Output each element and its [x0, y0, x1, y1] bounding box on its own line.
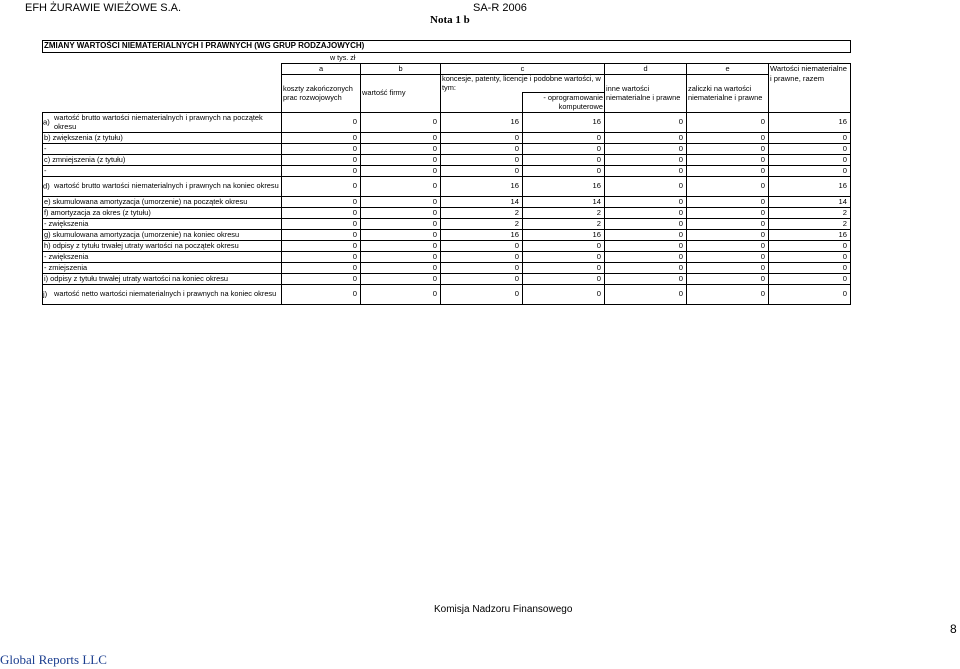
cell-value: 0	[282, 219, 361, 230]
cell-value: 0	[605, 208, 687, 219]
row-label-text: wartość brutto wartości niematerialnych i prawnych na koniec okresu	[54, 181, 279, 191]
row-label: - zwiększenia	[43, 219, 282, 230]
cell-value: 2	[769, 208, 851, 219]
cell-value: 0	[769, 285, 851, 305]
row-letter: d)	[43, 181, 50, 191]
cell-value: 0	[441, 285, 523, 305]
cell-value: 0	[687, 155, 769, 166]
cell-value: 0	[605, 144, 687, 155]
cell-value: 0	[282, 133, 361, 144]
cell-value: 0	[523, 252, 605, 263]
cell-value: 0	[361, 197, 441, 208]
cell-value: 0	[282, 263, 361, 274]
column-header-total: Wartości niematerialne i prawne, razem	[769, 64, 851, 113]
column-header-e: zaliczki na wartości niematerialne i prawne	[687, 75, 769, 113]
row-label: b) zwiększenia (z tytułu)	[43, 133, 282, 144]
cell-value: 16	[441, 177, 523, 197]
cell-value: 0	[769, 166, 851, 177]
cell-value: 0	[361, 155, 441, 166]
unit-label: w tys. zł	[329, 52, 356, 62]
cell-value: 0	[687, 252, 769, 263]
table-row	[43, 133, 851, 144]
row-label	[43, 285, 282, 305]
table-row	[43, 274, 851, 285]
cell-value: 0	[605, 230, 687, 241]
table-row	[43, 197, 851, 208]
cell-value: 0	[605, 252, 687, 263]
cell-value: 0	[769, 155, 851, 166]
cell-value: 0	[687, 177, 769, 197]
cell-value: 0	[361, 144, 441, 155]
cell-value: 0	[687, 197, 769, 208]
cell-value: 0	[441, 263, 523, 274]
table-row	[43, 144, 851, 155]
row-label: f) amortyzacja za okres (z tytułu)	[43, 208, 282, 219]
table-row	[43, 230, 851, 241]
cell-value: 0	[769, 274, 851, 285]
column-letter-e: e	[687, 64, 769, 75]
table-row	[43, 252, 851, 263]
cell-value: 0	[523, 263, 605, 274]
cell-value: 0	[441, 155, 523, 166]
column-letter-d: d	[605, 64, 687, 75]
cell-value: 0	[769, 133, 851, 144]
cell-value: 0	[687, 133, 769, 144]
cell-value: 0	[769, 144, 851, 155]
table-row	[43, 285, 851, 305]
cell-value: 0	[687, 166, 769, 177]
cell-value: 0	[523, 155, 605, 166]
cell-value: 0	[769, 252, 851, 263]
row-label: i) odpisy z tytułu trwałej utraty wartości na koniec okresu	[43, 274, 282, 285]
cell-value: 0	[687, 144, 769, 155]
cell-value: 0	[282, 252, 361, 263]
cell-value: 0	[282, 166, 361, 177]
cell-value: 0	[282, 113, 361, 133]
cell-value: 0	[605, 133, 687, 144]
table-row	[43, 241, 851, 252]
table-row	[43, 166, 851, 177]
row-letter: a)	[43, 117, 50, 127]
column-header-d: inne wartości niematerialne i prawne	[605, 75, 687, 113]
cell-value: 0	[282, 144, 361, 155]
cell-value: 0	[282, 208, 361, 219]
column-header-c-sub: - oprogramowanie komputerowe	[523, 93, 605, 113]
cell-value: 0	[687, 219, 769, 230]
report-code: SA-R 2006	[473, 2, 527, 14]
cell-value: 0	[687, 274, 769, 285]
cell-value: 0	[361, 113, 441, 133]
cell-value: 0	[687, 230, 769, 241]
brand-label: Global Reports LLC	[0, 652, 107, 667]
table-row	[43, 208, 851, 219]
cell-value: 16	[523, 177, 605, 197]
cell-value: 2	[523, 208, 605, 219]
cell-value: 0	[282, 177, 361, 197]
row-label: -	[43, 144, 282, 155]
row-label-text: wartość brutto wartości niematerialnych i prawnych na początek okresu	[54, 113, 263, 131]
row-label	[43, 113, 282, 133]
cell-value: 0	[361, 166, 441, 177]
cell-value: 0	[441, 274, 523, 285]
column-letter-a: a	[282, 64, 361, 75]
cell-value: 2	[441, 208, 523, 219]
cell-value: 14	[523, 197, 605, 208]
company-name: EFH ŻURAWIE WIEŻOWE S.A.	[25, 2, 182, 14]
cell-value: 0	[282, 241, 361, 252]
page-number: 8	[950, 622, 957, 636]
cell-value: 0	[361, 219, 441, 230]
row-label: c) zmniejszenia (z tytułu)	[43, 155, 282, 166]
row-label: - zmiejszenia	[43, 263, 282, 274]
row-label: -	[43, 166, 282, 177]
row-label: e) skumulowana amortyzacja (umorzenie) na początek okresu	[43, 197, 282, 208]
cell-value: 0	[687, 263, 769, 274]
cell-value: 0	[523, 285, 605, 305]
cell-value: 0	[523, 166, 605, 177]
note-title: Nota 1 b	[430, 14, 470, 26]
cell-value: 0	[361, 133, 441, 144]
table-row	[43, 177, 851, 197]
cell-value: 0	[282, 285, 361, 305]
row-label: - zwiększenia	[43, 252, 282, 263]
cell-value: 16	[441, 230, 523, 241]
table-row	[43, 155, 851, 166]
cell-value: 0	[605, 219, 687, 230]
row-label	[43, 177, 282, 197]
cell-value: 0	[441, 133, 523, 144]
intangible-assets-table	[42, 40, 851, 305]
table-row	[43, 219, 851, 230]
row-label: h) odpisy z tytułu trwałej utraty wartości na początek okresu	[43, 241, 282, 252]
cell-value: 16	[769, 230, 851, 241]
commission-label: Komisja Nadzoru Finansowego	[434, 604, 573, 615]
cell-value: 0	[605, 285, 687, 305]
cell-value: 0	[282, 274, 361, 285]
cell-value: 14	[769, 197, 851, 208]
cell-value: 0	[361, 285, 441, 305]
table-row	[43, 113, 851, 133]
cell-value: 14	[441, 197, 523, 208]
cell-value: 0	[605, 241, 687, 252]
cell-value: 0	[687, 113, 769, 133]
cell-value: 0	[605, 166, 687, 177]
cell-value: 0	[687, 208, 769, 219]
cell-value: 2	[769, 219, 851, 230]
cell-value: 16	[441, 113, 523, 133]
cell-value: 0	[605, 177, 687, 197]
cell-value: 0	[687, 241, 769, 252]
cell-value: 16	[769, 113, 851, 133]
cell-value: 0	[605, 113, 687, 133]
column-header-b: wartość firmy	[361, 75, 441, 113]
cell-value: 2	[523, 219, 605, 230]
column-letter-c: c	[441, 64, 605, 75]
cell-value: 0	[282, 230, 361, 241]
cell-value: 0	[769, 263, 851, 274]
cell-value: 0	[361, 241, 441, 252]
cell-value: 16	[769, 177, 851, 197]
row-label-text: wartość netto wartości niematerialnych i prawnych na koniec okresu	[54, 289, 277, 299]
cell-value: 0	[361, 252, 441, 263]
cell-value: 0	[441, 252, 523, 263]
cell-value: 0	[605, 263, 687, 274]
column-letter-b: b	[361, 64, 441, 75]
cell-value: 0	[523, 274, 605, 285]
cell-value: 16	[523, 113, 605, 133]
cell-value: 0	[523, 144, 605, 155]
table-title: ZMIANY WARTOŚCI NIEMATERIALNYCH I PRAWNYCH (WG GRUP RODZAJOWYCH)	[43, 41, 851, 53]
cell-value: 0	[361, 208, 441, 219]
column-header-a: koszty zakończonych prac rozwojowych	[282, 75, 361, 113]
table-row	[43, 263, 851, 274]
cell-value: 0	[361, 263, 441, 274]
cell-value: 0	[769, 241, 851, 252]
cell-value: 0	[605, 274, 687, 285]
cell-value: 0	[361, 274, 441, 285]
cell-value: 0	[523, 241, 605, 252]
row-letter: j)	[43, 289, 48, 299]
cell-value: 0	[605, 155, 687, 166]
cell-value: 16	[523, 230, 605, 241]
cell-value: 2	[441, 219, 523, 230]
cell-value: 0	[282, 197, 361, 208]
row-label: g) skumulowana amortyzacja (umorzenie) na koniec okresu	[43, 230, 282, 241]
cell-value: 0	[441, 241, 523, 252]
cell-value: 0	[523, 133, 605, 144]
column-header-c: koncesje, patenty, licencje i podobne wartości, w tym:	[441, 75, 605, 93]
cell-value: 0	[441, 166, 523, 177]
cell-value: 0	[361, 230, 441, 241]
cell-value: 0	[605, 197, 687, 208]
cell-value: 0	[282, 155, 361, 166]
cell-value: 0	[687, 285, 769, 305]
cell-value: 0	[361, 177, 441, 197]
cell-value: 0	[441, 144, 523, 155]
